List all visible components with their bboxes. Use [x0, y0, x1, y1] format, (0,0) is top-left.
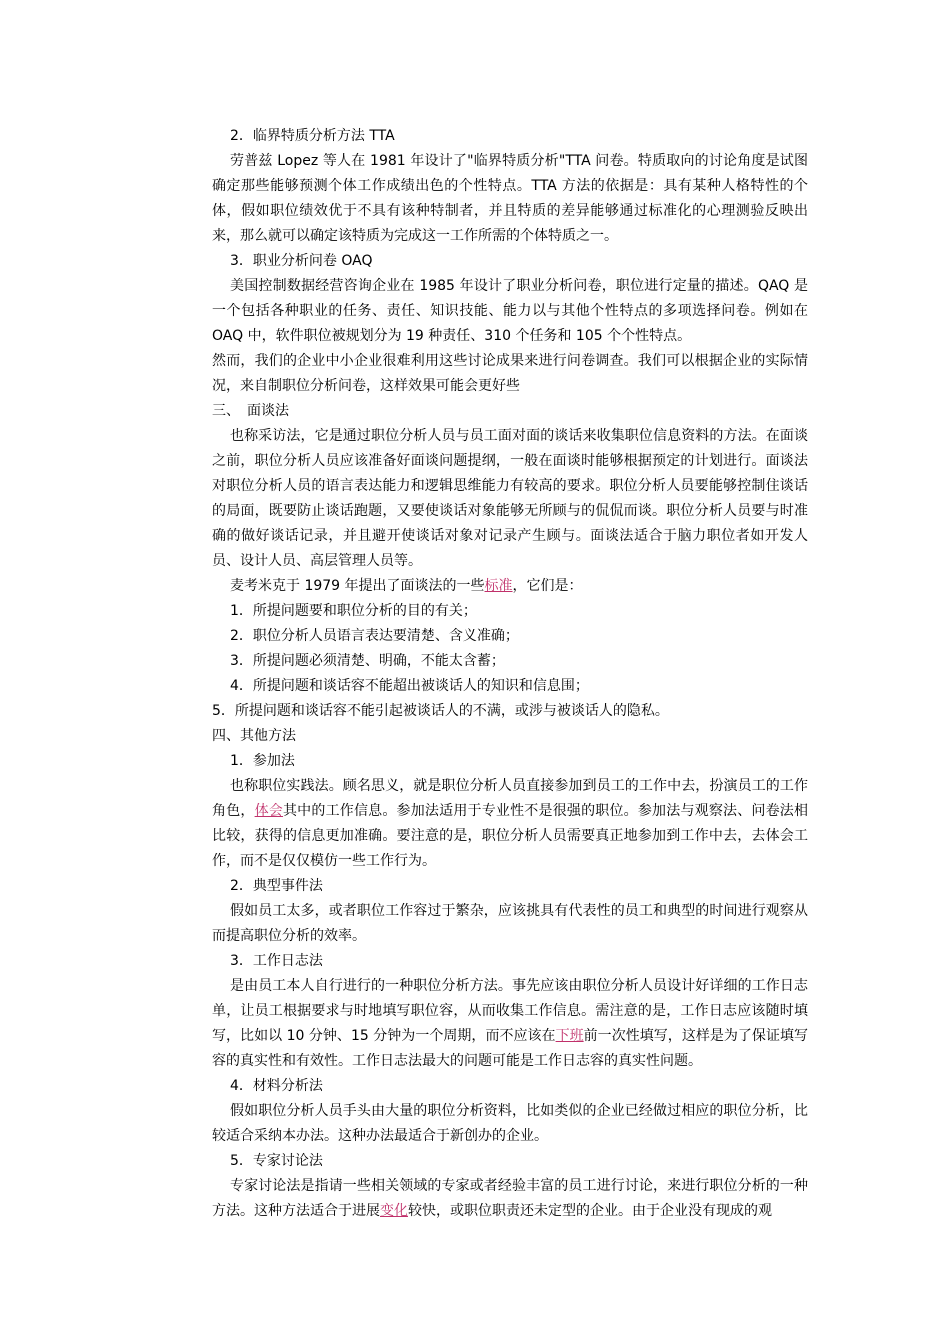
- paragraph: [212, 424, 808, 574]
- paragraph-text: 也称职位实践法。顾名思义，就是职位分析人员直接参加到员工的工作中去，扮演员工的工作角色，: [212, 778, 808, 819]
- paragraph: [212, 149, 808, 249]
- paragraph-text: 5．专家讨论法: [230, 1153, 323, 1169]
- keyword-link[interactable]: 变化: [380, 1203, 408, 1219]
- paragraph: [212, 749, 808, 774]
- paragraph: [212, 399, 808, 424]
- paragraph-text: 1．参加法: [230, 753, 295, 769]
- paragraph: [212, 1074, 808, 1099]
- paragraph: [212, 874, 808, 899]
- paragraph: [212, 599, 808, 624]
- paragraph: [212, 249, 808, 274]
- paragraph: [212, 974, 808, 1074]
- paragraph-text: 四、其他方法: [212, 728, 296, 744]
- paragraph-text: 也称采访法，它是通过职位分析人员与员工面对面的谈话来收集职位信息资料的方法。在面谈之前，职位分析人员应该准备好面谈问题提纲，一般在面谈时能够根据预定的计划进行。面谈法对职位分析人员的语言表达能力和逻辑思维能力有较高的要求。职位分析人员要能够控制住谈话的局面，既要防止谈话跑题，又要使谈话对象能够无所顾与的侃侃而谈。职位分析人员要与时准确的做好谈话记录，并且避开使谈话对象对记录产生顾与。面谈法适合于脑力职位者如开发人员、设计人员、高层管理人员等。: [212, 428, 808, 569]
- paragraph: [212, 774, 808, 874]
- paragraph-text: 2．典型事件法: [230, 878, 323, 894]
- paragraph: [212, 274, 808, 349]
- paragraph-text: 3．职业分析问卷 OAQ: [230, 253, 373, 269]
- paragraph-text: 2．临界特质分析方法 TTA: [230, 128, 395, 144]
- paragraph-text: 是由员工本人自行进行的一种职位分析方法。事先应该由职位分析人员设计好详细的工作日志单，让员工根据要求与时地填写职位容，从而收集工作信息。需注意的是，工作日志应该随时填写，比如以 10 分钟、15 分钟为一个周期，而不应该在: [212, 978, 808, 1044]
- paragraph: [212, 899, 808, 949]
- paragraph-text: 专家讨论法是指请一些相关领域的专家或者经验丰富的员工进行讨论，来进行职位分析的一种方法。这种方法适合于进展: [212, 1178, 808, 1219]
- paragraph-text: 假如员工太多，或者职位工作容过于繁杂，应该挑具有代表性的员工和典型的时间进行观察从而提高职位分析的效率。: [212, 903, 808, 944]
- paragraph-text: 4．材料分析法: [230, 1078, 323, 1094]
- paragraph-text: 3．工作日志法: [230, 953, 323, 969]
- paragraph-text: 1．所提问题要和职位分析的目的有关；: [230, 603, 477, 619]
- paragraph-text: 5．所提问题和谈话容不能引起被谈话人的不满，或涉与被谈话人的隐私。: [212, 703, 669, 719]
- paragraph: [212, 124, 808, 149]
- paragraph-text: 2．职位分析人员语言表达要清楚、含义准确；: [230, 628, 519, 644]
- paragraph-text: 其中的工作信息。参加法适用于专业性不是很强的职位。参加法与观察法、问卷法相比较，获得的信息更加准确。要注意的是，职位分析人员需要真正地参加到工作中去，去体会工作，而不是仅仅模仿一些工作行为。: [212, 803, 809, 869]
- paragraph-text: 美国控制数据经营咨询企业在 1985 年设计了职业分析问卷，职位进行定量的描述。QAQ 是一个包括各种职业的任务、责任、知识技能、能力以与其他个性特点的多项选择问卷。例如在 OAQ 中，软件职位被规划分为 19 种责任、310 个任务和 105 个个性特点。: [212, 278, 808, 344]
- paragraph-text: 假如职位分析人员手头由大量的职位分析资料，比如类似的企业已经做过相应的职位分析，比较适合采纳本办法。这种办法最适合于新创办的企业。: [212, 1103, 808, 1144]
- paragraph: [212, 349, 808, 399]
- paragraph-text: 麦考米克于 1979 年提出了面谈法的一些: [230, 578, 485, 594]
- paragraph-text: 4．所提问题和谈话容不能超出被谈话人的知识和信息围；: [230, 678, 589, 694]
- keyword-link[interactable]: 下班: [555, 1028, 584, 1044]
- paragraph-text: 3．所提问题必须清楚、明确，不能太含蓄；: [230, 653, 505, 669]
- paragraph: [212, 1099, 808, 1149]
- paragraph: [212, 1149, 808, 1174]
- paragraph-text: 前一次性填写，这样是为了保证填写容的真实性和有效性。工作日志法最大的问题可能是工作日志容的真实性问题。: [212, 1028, 809, 1069]
- keyword-link[interactable]: 体会: [254, 803, 283, 819]
- paragraph: [212, 1174, 808, 1224]
- document-page: [212, 124, 808, 1224]
- paragraph: [212, 674, 808, 699]
- paragraph: [212, 574, 808, 599]
- paragraph-text: 三、 面谈法: [212, 403, 289, 419]
- paragraph-text: 劳普兹 Lopez 等人在 1981 年设计了"临界特质分析"TTA 问卷。特质取向的讨论角度是试图确定那些能够预测个体工作成绩出色的个性特点。TTA 方法的依据是：具有某种人格特性的个体，假如职位绩效优于不具有该种特制者，并且特质的差异能够通过标准化的心理测验反映出来，那么就可以确定该特质为完成这一工作所需的个体特质之一。: [212, 153, 808, 244]
- keyword-link[interactable]: 标准: [484, 578, 513, 594]
- paragraph: [212, 699, 808, 724]
- paragraph: [212, 624, 808, 649]
- paragraph-text: 然而，我们的企业中小企业很难利用这些讨论成果来进行问卷调查。我们可以根据企业的实际情况，来自制职位分析问卷，这样效果可能会更好些: [212, 353, 808, 394]
- paragraph: [212, 724, 808, 749]
- paragraph: [212, 949, 808, 974]
- paragraph: [212, 649, 808, 674]
- paragraph-text: 较快，或职位职责还未定型的企业。由于企业没有现成的观: [408, 1203, 772, 1219]
- paragraph-text: ，它们是：: [512, 578, 583, 594]
